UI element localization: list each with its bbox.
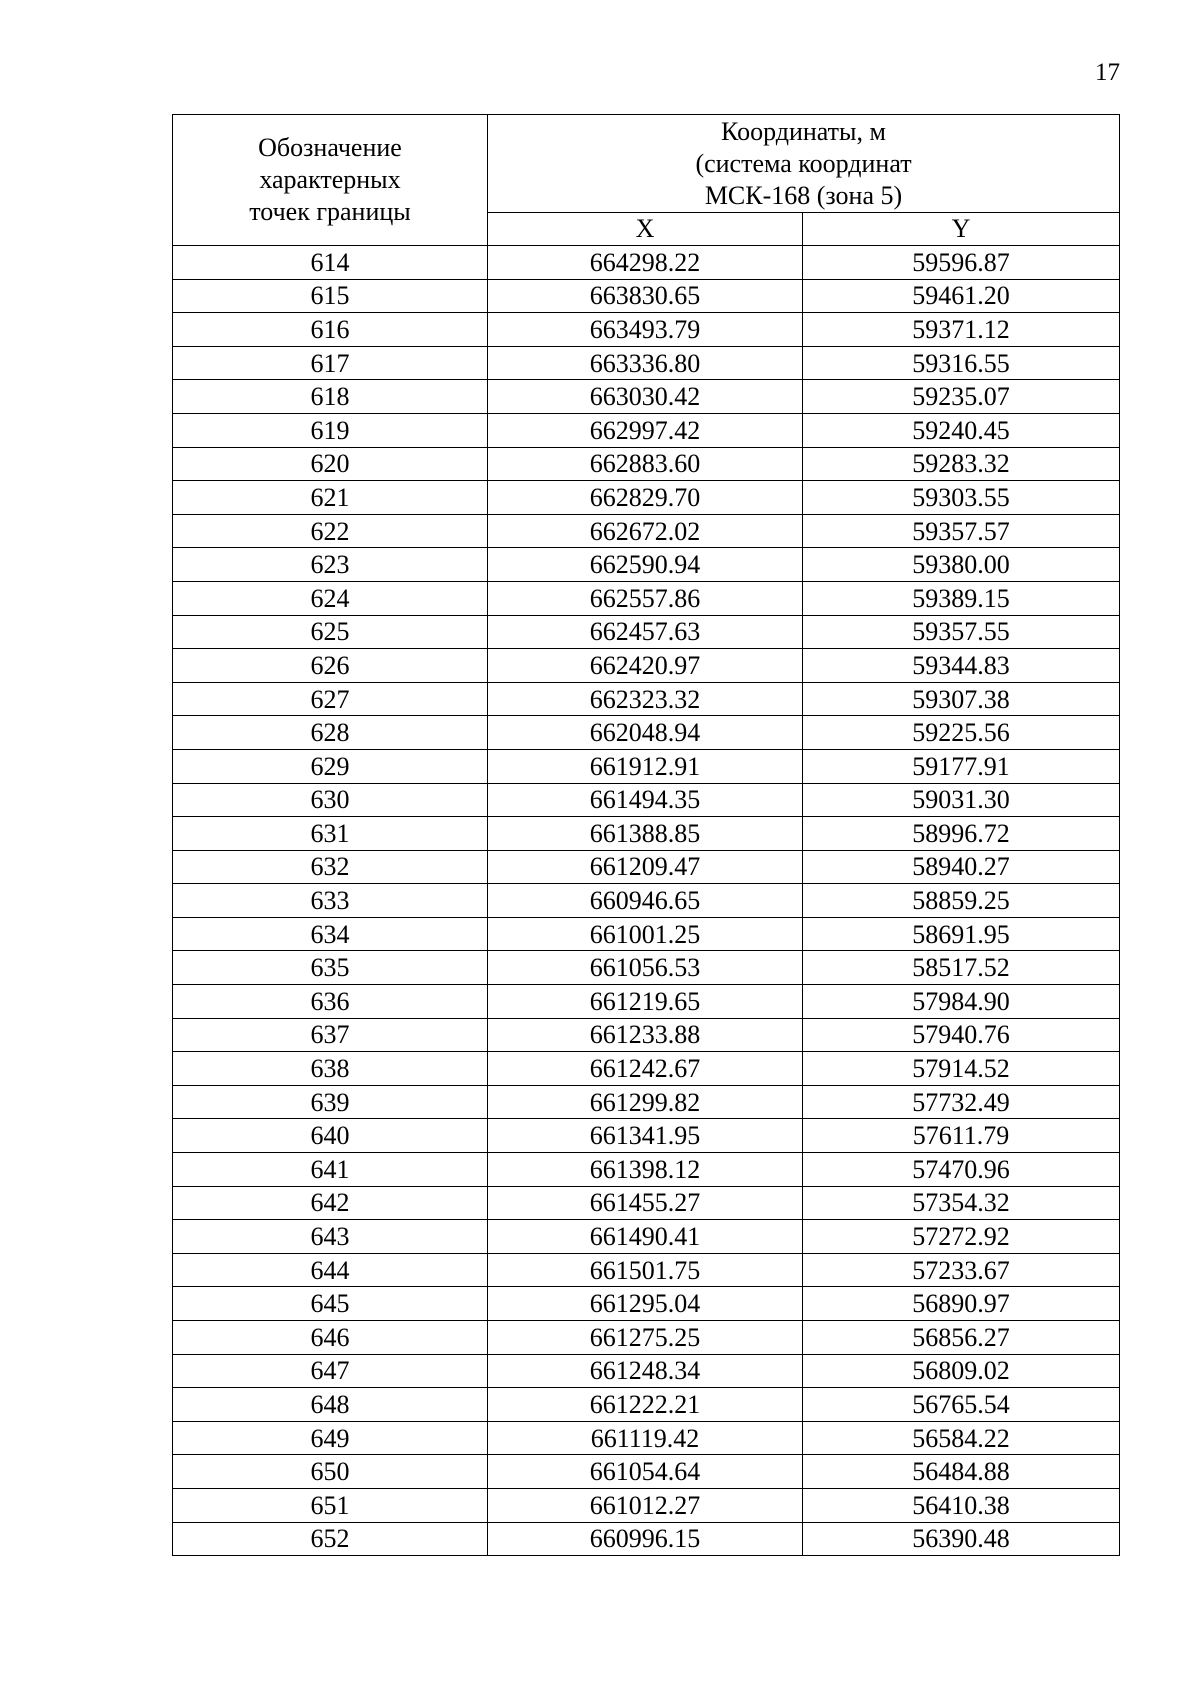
table-row: [173, 985, 1120, 1019]
y-coordinate-cell: 57470.96: [803, 1153, 1120, 1187]
y-coordinate-cell: 57354.32: [803, 1186, 1120, 1220]
x-coordinate-cell: 664298.22: [488, 246, 803, 280]
point-id-cell: 641: [173, 1153, 488, 1187]
x-coordinate-cell: 663493.79: [488, 313, 803, 347]
x-coordinate-cell: 661912.91: [488, 749, 803, 783]
point-id-cell: 635: [173, 951, 488, 985]
table-row: [173, 1488, 1120, 1522]
x-coordinate-cell: 661388.85: [488, 817, 803, 851]
point-label-header: [173, 115, 488, 246]
point-id-cell: 652: [173, 1522, 488, 1556]
y-coordinate-cell: 59307.38: [803, 682, 1120, 716]
x-coordinate-cell: 661209.47: [488, 850, 803, 884]
y-coordinate-cell: 59225.56: [803, 716, 1120, 750]
y-coordinate-cell: 59235.07: [803, 380, 1120, 414]
table-row: [173, 682, 1120, 716]
table-row: [173, 1052, 1120, 1086]
x-coordinate-cell: 661398.12: [488, 1153, 803, 1187]
point-id-cell: 631: [173, 817, 488, 851]
x-coordinate-cell: 661242.67: [488, 1052, 803, 1086]
table-row: [173, 817, 1120, 851]
point-id-cell: 643: [173, 1220, 488, 1254]
coords-label-line: (система координат: [695, 148, 912, 178]
table-row: [173, 279, 1120, 313]
x-coordinate-cell: 661494.35: [488, 783, 803, 817]
y-coordinate-cell: 59283.32: [803, 447, 1120, 481]
x-coordinate-cell: 661056.53: [488, 951, 803, 985]
y-header: Y: [803, 213, 1120, 246]
point-id-cell: 636: [173, 985, 488, 1019]
y-coordinate-cell: 56765.54: [803, 1388, 1120, 1422]
table-row: [173, 951, 1120, 985]
point-id-cell: 619: [173, 413, 488, 447]
point-id-cell: 621: [173, 481, 488, 515]
table-row: [173, 749, 1120, 783]
point-id-cell: 632: [173, 850, 488, 884]
y-coordinate-cell: 58517.52: [803, 951, 1120, 985]
table-row: [173, 380, 1120, 414]
point-label-line: Обозначение: [258, 133, 402, 162]
table-row: [173, 1388, 1120, 1422]
point-label-line: точек границы: [249, 197, 411, 226]
table-row: [173, 1253, 1120, 1287]
y-coordinate-cell: 58691.95: [803, 917, 1120, 951]
table-row: [173, 615, 1120, 649]
point-id-cell: 629: [173, 749, 488, 783]
table-row: [173, 313, 1120, 347]
y-coordinate-cell: 57984.90: [803, 985, 1120, 1019]
x-coordinate-cell: 661341.95: [488, 1119, 803, 1153]
table-row: [173, 649, 1120, 683]
table-row: [173, 884, 1120, 918]
point-id-cell: 645: [173, 1287, 488, 1321]
x-coordinate-cell: 662997.42: [488, 413, 803, 447]
point-id-cell: 651: [173, 1488, 488, 1522]
x-coordinate-cell: 661233.88: [488, 1018, 803, 1052]
point-id-cell: 649: [173, 1421, 488, 1455]
table-header: [173, 115, 1120, 246]
table-row: [173, 850, 1120, 884]
y-coordinate-cell: 59240.45: [803, 413, 1120, 447]
y-coordinate-cell: 57732.49: [803, 1085, 1120, 1119]
y-coordinate-cell: 56484.88: [803, 1455, 1120, 1489]
point-id-cell: 617: [173, 346, 488, 380]
table-row: [173, 1522, 1120, 1556]
point-id-cell: 647: [173, 1354, 488, 1388]
x-coordinate-cell: 661455.27: [488, 1186, 803, 1220]
y-coordinate-cell: 59316.55: [803, 346, 1120, 380]
point-id-cell: 630: [173, 783, 488, 817]
table-row: [173, 1186, 1120, 1220]
x-coordinate-cell: 663336.80: [488, 346, 803, 380]
x-coordinate-cell: 661295.04: [488, 1287, 803, 1321]
x-coordinate-cell: 661119.42: [488, 1421, 803, 1455]
x-coordinate-cell: 661248.34: [488, 1354, 803, 1388]
y-coordinate-cell: 57940.76: [803, 1018, 1120, 1052]
point-id-cell: 634: [173, 917, 488, 951]
coords-header: [488, 115, 1120, 213]
table-row: [173, 1119, 1120, 1153]
table-row: [173, 481, 1120, 515]
y-coordinate-cell: 59344.83: [803, 649, 1120, 683]
y-coordinate-cell: 59177.91: [803, 749, 1120, 783]
table-row: [173, 548, 1120, 582]
point-id-cell: 626: [173, 649, 488, 683]
y-coordinate-cell: 59380.00: [803, 548, 1120, 582]
point-id-cell: 618: [173, 380, 488, 414]
coords-label-line: МСК-168 (зона 5): [704, 180, 903, 210]
point-id-cell: 624: [173, 581, 488, 615]
x-coordinate-cell: 661222.21: [488, 1388, 803, 1422]
x-coordinate-cell: 660996.15: [488, 1522, 803, 1556]
point-id-cell: 614: [173, 246, 488, 280]
x-coordinate-cell: 663030.42: [488, 380, 803, 414]
y-coordinate-cell: 59596.87: [803, 246, 1120, 280]
x-coordinate-cell: 661501.75: [488, 1253, 803, 1287]
x-coordinate-cell: 662420.97: [488, 649, 803, 683]
point-id-cell: 640: [173, 1119, 488, 1153]
point-id-cell: 616: [173, 313, 488, 347]
table-row: [173, 413, 1120, 447]
y-coordinate-cell: 57233.67: [803, 1253, 1120, 1287]
table-row: [173, 917, 1120, 951]
x-coordinate-cell: 663830.65: [488, 279, 803, 313]
point-id-cell: 622: [173, 514, 488, 548]
y-coordinate-cell: 59357.57: [803, 514, 1120, 548]
x-coordinate-cell: 662557.86: [488, 581, 803, 615]
y-coordinate-cell: 57272.92: [803, 1220, 1120, 1254]
y-coordinate-cell: 57914.52: [803, 1052, 1120, 1086]
table-row: [173, 246, 1120, 280]
x-coordinate-cell: 662672.02: [488, 514, 803, 548]
x-coordinate-cell: 661219.65: [488, 985, 803, 1019]
table-row: [173, 1085, 1120, 1119]
table-row: [173, 1421, 1120, 1455]
table-row: [173, 1018, 1120, 1052]
y-coordinate-cell: 56809.02: [803, 1354, 1120, 1388]
x-coordinate-cell: 662829.70: [488, 481, 803, 515]
y-coordinate-cell: 56890.97: [803, 1287, 1120, 1321]
x-coordinate-cell: 662590.94: [488, 548, 803, 582]
point-label-line: характерных: [259, 165, 401, 194]
x-coordinate-cell: 661299.82: [488, 1085, 803, 1119]
page-number: 17: [1095, 59, 1120, 86]
table-row: [173, 1287, 1120, 1321]
x-coordinate-cell: 662883.60: [488, 447, 803, 481]
x-coordinate-cell: 661490.41: [488, 1220, 803, 1254]
y-coordinate-cell: 59389.15: [803, 581, 1120, 615]
x-header: X: [488, 213, 803, 246]
y-coordinate-cell: 58859.25: [803, 884, 1120, 918]
y-coordinate-cell: 58940.27: [803, 850, 1120, 884]
point-id-cell: 639: [173, 1085, 488, 1119]
point-id-cell: 637: [173, 1018, 488, 1052]
point-id-cell: 650: [173, 1455, 488, 1489]
table-row: [173, 716, 1120, 750]
y-coordinate-cell: 59461.20: [803, 279, 1120, 313]
y-coordinate-cell: 59303.55: [803, 481, 1120, 515]
x-coordinate-cell: 661012.27: [488, 1488, 803, 1522]
x-coordinate-cell: 662048.94: [488, 716, 803, 750]
y-coordinate-cell: 56856.27: [803, 1321, 1120, 1355]
point-id-cell: 615: [173, 279, 488, 313]
coordinates-table: [172, 114, 1120, 1556]
coords-label-line: Координаты, м: [721, 116, 886, 146]
point-id-cell: 628: [173, 716, 488, 750]
y-coordinate-cell: 59357.55: [803, 615, 1120, 649]
x-coordinate-cell: 661054.64: [488, 1455, 803, 1489]
x-coordinate-cell: 661001.25: [488, 917, 803, 951]
table-row: [173, 1321, 1120, 1355]
table-row: [173, 1354, 1120, 1388]
y-coordinate-cell: 59371.12: [803, 313, 1120, 347]
point-id-cell: 633: [173, 884, 488, 918]
point-id-cell: 623: [173, 548, 488, 582]
x-coordinate-cell: 662457.63: [488, 615, 803, 649]
x-coordinate-cell: 660946.65: [488, 884, 803, 918]
point-id-cell: 638: [173, 1052, 488, 1086]
table-row: [173, 783, 1120, 817]
x-coordinate-cell: 662323.32: [488, 682, 803, 716]
point-id-cell: 627: [173, 682, 488, 716]
table-row: [173, 447, 1120, 481]
x-coordinate-cell: 661275.25: [488, 1321, 803, 1355]
y-coordinate-cell: 57611.79: [803, 1119, 1120, 1153]
table-row: [173, 581, 1120, 615]
y-coordinate-cell: 56390.48: [803, 1522, 1120, 1556]
point-id-cell: 642: [173, 1186, 488, 1220]
point-id-cell: 648: [173, 1388, 488, 1422]
y-coordinate-cell: 59031.30: [803, 783, 1120, 817]
table-row: [173, 514, 1120, 548]
table-row: [173, 1455, 1120, 1489]
y-coordinate-cell: 56584.22: [803, 1421, 1120, 1455]
table-row: [173, 346, 1120, 380]
table-row: [173, 1220, 1120, 1254]
point-id-cell: 625: [173, 615, 488, 649]
point-id-cell: 646: [173, 1321, 488, 1355]
table-row: [173, 1153, 1120, 1187]
y-coordinate-cell: 58996.72: [803, 817, 1120, 851]
y-coordinate-cell: 56410.38: [803, 1488, 1120, 1522]
point-id-cell: 620: [173, 447, 488, 481]
point-id-cell: 644: [173, 1253, 488, 1287]
table-body: [173, 246, 1120, 1556]
